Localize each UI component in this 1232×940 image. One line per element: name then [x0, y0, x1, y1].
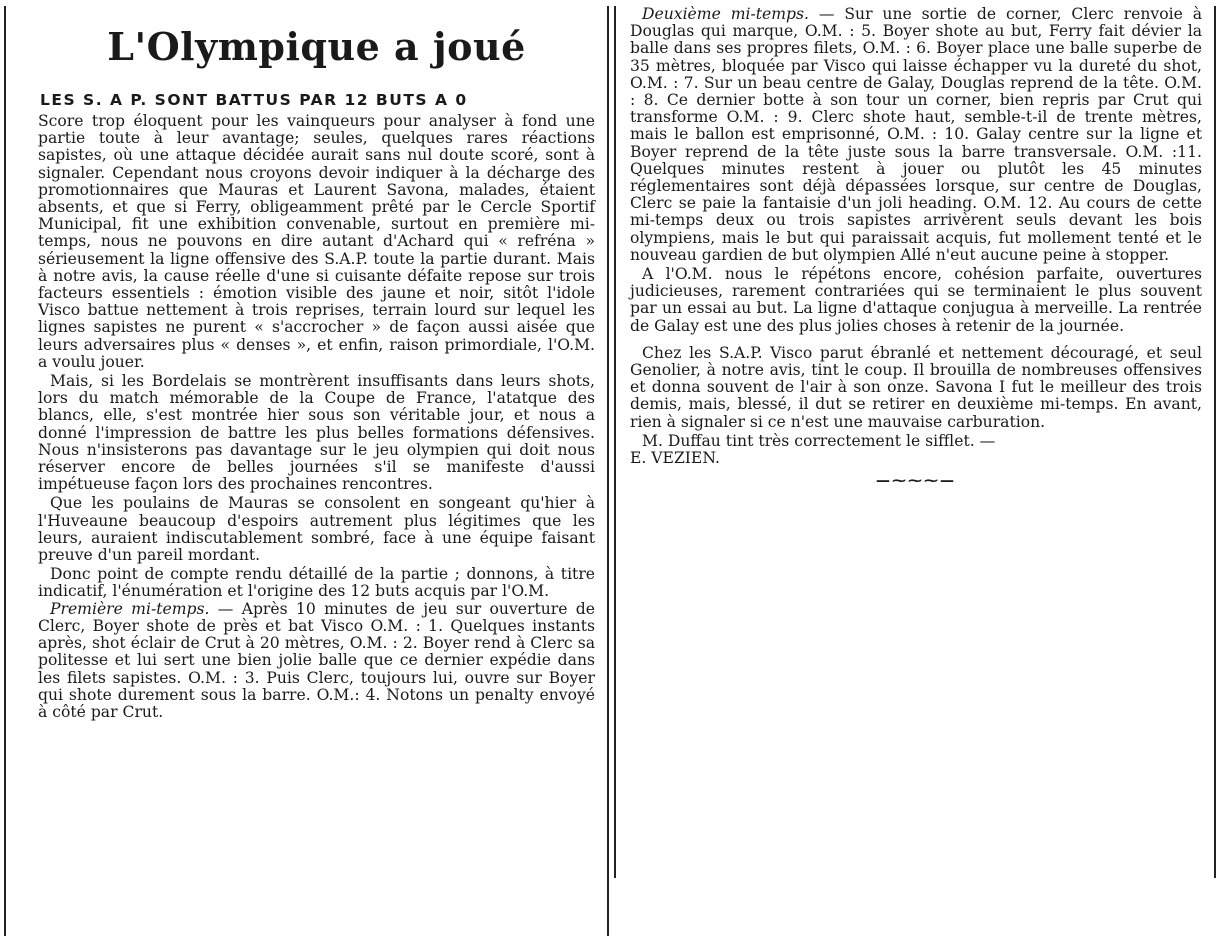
paragraph-poulains: Que les poulains de Mauras se consolent en songeant qu'hier à l'Huveaune beaucoup d'espoirs autrement plus légitimes que les leurs, auraient indiscutablement sombré, face à une équipe faisant preuve d'un pareil mordant. [38, 494, 595, 565]
paragraph-bordelais: Mais, si les Bordelais se montrèrent insuffisants dans leurs shots, lors du match mémorable de la Coupe de France, l'atatque des blancs, elle, s'est montrée hier sous son véritable jour, et nous a donné l'impression de battre les plus belles formations défensives. Nous n'insisterons pas davantage sur le jeu olympien qui doit nous réserver encore de belles journées s'il se manifeste d'aussi impétueuse façon lors des prochaines rencontres. [38, 372, 595, 494]
column-right [614, 6, 1216, 878]
paragraph-sap-review: Chez les S.A.P. Visco parut ébranlé et nettement découragé, et seul Genolier, à notre avis, tint le coup. Il brouilla de nombreuses offensives et donna souvent de l'air à son onze. Savona I fut le meilleur des trois demis, mais, blessé, il dut se retirer en deuxième mi-temps. En avant, rien à signaler si ce n'est une mauvaise carburation. [630, 343, 1202, 431]
paragraph-intro: Score trop éloquent pour les vainqueurs pour analyser à fond une partie toute à leur avantage; seules, quelques rares réactions sapistes, où une attaque décidée aurait sans nul doute scoré, sont à signaler. Cependant nous croyons devoir indiquer à la décharge des promotionnaires que Mauras et Laurent Savona, malades, étaient absents, et que si Ferry, obligeamment prêté par le Cercle Sportif Municipal, fit une exhibition convenable, surtout en première mi-temps, nous ne pouvons en dire autant d'Achard qui « refréna » sérieusement la ligne offensive des S.A.P. toute la partie durant. Mais à notre avis, la cause réelle d'une si cuisante défaite repose sur trois facteurs essentiels : émotion visible des jaune et noir, sitôt l'idole Visco battue nettement à trois reprises, terrain lourd sur lequel les lignes sapistes ne purent « s'accrocher » de façon aussi aisée que leurs adversaires plus « denses », et enfin, raison primordiale, l'O.M. a voulu jouer. [38, 112, 595, 371]
paragraph-second-half [630, 6, 1202, 264]
second-half-text: — Sur une sortie de corner, Clerc renvoie à Douglas qui marque, O.M. : 5. Boyer shote au but, Ferry fait dévier la balle dans ses propres filets, O.M. : 6. Boyer place une balle superbe de 35 mètres, bloquée par Visco qui laisse échapper vu la dureté du shot, O.M. : 7. Sur un beau centre de Galay, Douglas reprend de la tête. O.M. : 8. Ce dernier botte à son tour un corner, bien repris par Crut qui transforme O.M. : 9. Clerc shote haut, semble-t-il de trente mètres, mais le ballon est emprisonné, O.M. : 10. Galay centre sur la ligne et Boyer reprend de la tête juste sous la barre transversale. O.M. :11. Quelques minutes restent à jouer ou plutôt les 45 minutes réglementaires sont déjà dépassées lorsque, sur centre de Douglas, Clerc se paie la fantaisie d'un joli heading. O.M. 12. Au cours de cette mi-temps deux ou trois sapistes arrivèrent seuls devant les bois olympiens, mais le but qui paraissait acquis, fut mollement tenté et le nouveau gardien de but olympien Allé n'eut aucune peine à stopper. [630, 5, 1202, 264]
first-half-text: — Après 10 minutes de jeu sur ouverture de Clerc, Boyer shote de près et bat Visco O.M. : 1. Quelques instants après, shot éclair de Crut à 20 mètres, O.M. : 2. Boyer rend à Clerc sa politesse et lui sert une bien jolie balle que ce dernier expédie dans les filets sapistes. O.M. : 3. Puis Clerc, toujours lui, ouvre sur Boyer qui shote durement sous la barre. O.M.: 4. Notons un penalty envoyé à côté par Crut. [38, 599, 595, 721]
author-signature: E. VEZIEN. [630, 449, 720, 468]
column-left [4, 6, 609, 936]
second-half-label: Deuxième mi-temps. [642, 5, 809, 23]
first-half-label: Première mi-temps. [50, 599, 210, 618]
paragraph-om-review: A l'O.M. nous le répétons encore, cohésion parfaite, ouvertures judicieuses, rarement contrariées qui se terminaient le plus souvent par un essai au but. La ligne d'attaque conjugua à merveille. La rentrée de Galay est une des plus jolies choses à retenir de la journée. [630, 265, 1202, 335]
article-title: L'Olympique a joué [107, 24, 526, 69]
paragraph-first-half [38, 601, 595, 721]
paragraph-referee: M. Duffau tint très correctement le sifflet. — [642, 431, 996, 450]
article-subtitle: LES S. A P. SONT BATTUS PAR 12 BUTS A 0 [40, 91, 468, 109]
paragraph-compte-rendu: Donc point de compte rendu détaillé de la partie ; donnons, à titre indicatif, l'énumération et l'origine des 12 buts acquis par l'O.M. [38, 565, 595, 601]
end-ornament: —⁓⁓⁓— [876, 473, 956, 490]
